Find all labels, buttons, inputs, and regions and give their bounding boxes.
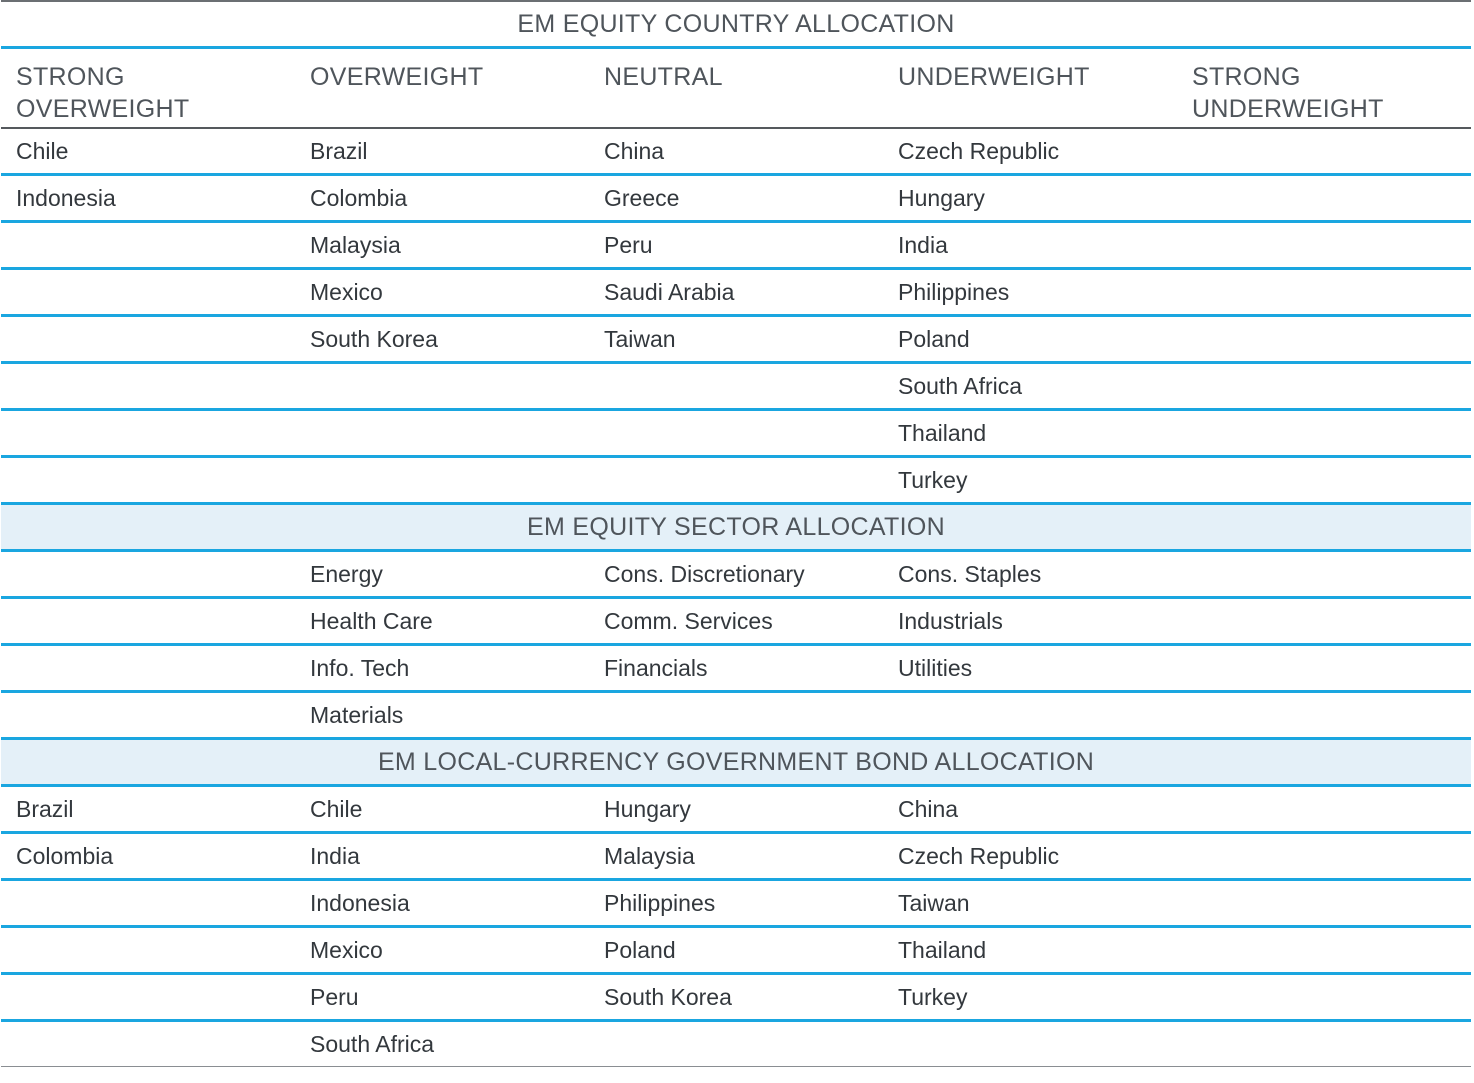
table-cell: Saudi Arabia — [604, 279, 735, 305]
table-cell: South Africa — [898, 373, 1023, 399]
table-row — [1, 834, 1471, 881]
sector-rows — [1, 552, 1471, 740]
table-cell — [1177, 975, 1471, 1019]
table-cell: India — [898, 232, 948, 258]
table-cell: Czech Republic — [898, 843, 1060, 869]
table-cell: Brazil — [16, 796, 74, 822]
column-headers — [1, 49, 1471, 129]
table-cell: China — [898, 796, 959, 822]
table-cell — [1177, 693, 1471, 737]
table-cell — [295, 411, 589, 455]
table-cell — [1, 928, 295, 972]
table-cell: Financials — [604, 655, 708, 681]
header-overweight: OVERWEIGHT — [310, 63, 484, 91]
table-row — [1, 787, 1471, 834]
table-cell — [1, 223, 295, 267]
table-cell: Taiwan — [898, 890, 970, 916]
table-row — [1, 364, 1471, 411]
table-cell — [883, 1022, 1177, 1066]
table-cell — [1, 317, 295, 361]
table-cell: Czech Republic — [898, 138, 1060, 164]
table-row — [1, 599, 1471, 646]
table-cell — [1177, 458, 1471, 502]
table-row — [1, 646, 1471, 693]
section-title-country: EM EQUITY COUNTRY ALLOCATION — [1, 2, 1471, 49]
table-cell — [1, 693, 295, 737]
table-cell: Brazil — [310, 138, 368, 164]
table-cell: Greece — [604, 185, 680, 211]
table-cell — [1177, 552, 1471, 596]
table-cell: Mexico — [310, 279, 383, 305]
table-cell: South Korea — [310, 326, 438, 352]
table-cell — [589, 693, 883, 737]
table-cell: Cons. Discretionary — [604, 561, 805, 587]
table-cell — [295, 458, 589, 502]
table-cell — [1177, 129, 1471, 173]
table-cell: Turkey — [898, 984, 968, 1010]
table-row — [1, 881, 1471, 928]
table-cell — [1177, 834, 1471, 878]
table-row — [1, 411, 1471, 458]
table-cell: Colombia — [310, 185, 408, 211]
table-cell: Malaysia — [604, 843, 695, 869]
table-row — [1, 317, 1471, 364]
table-cell: Thailand — [898, 937, 987, 963]
table-cell — [1, 552, 295, 596]
table-cell: Thailand — [898, 420, 987, 446]
table-cell: Colombia — [16, 843, 114, 869]
table-cell: Philippines — [898, 279, 1010, 305]
header-neutral: NEUTRAL — [604, 63, 723, 91]
table-cell: Energy — [310, 561, 383, 587]
table-cell: Turkey — [898, 467, 968, 493]
table-row — [1, 458, 1471, 505]
table-cell — [589, 364, 883, 408]
header-strong-overweight: STRONG OVERWEIGHT — [16, 63, 190, 123]
table-cell: Chile — [16, 138, 69, 164]
table-cell — [1, 458, 295, 502]
table-cell — [1, 646, 295, 690]
table-cell: Industrials — [898, 608, 1003, 634]
table-cell — [1177, 881, 1471, 925]
table-cell: Cons. Staples — [898, 561, 1042, 587]
table-cell — [1177, 317, 1471, 361]
table-row — [1, 693, 1471, 740]
table-cell: Indonesia — [310, 890, 410, 916]
table-cell: Malaysia — [310, 232, 401, 258]
table-row — [1, 928, 1471, 975]
table-cell: Poland — [898, 326, 970, 352]
table-cell — [1, 881, 295, 925]
table-cell: Taiwan — [604, 326, 676, 352]
table-cell — [1177, 176, 1471, 220]
section-title-bonds: EM LOCAL-CURRENCY GOVERNMENT BOND ALLOCATION — [1, 740, 1471, 787]
table-cell — [1177, 364, 1471, 408]
table-cell — [589, 458, 883, 502]
table-cell — [1177, 270, 1471, 314]
table-cell — [295, 364, 589, 408]
header-underweight: UNDERWEIGHT — [898, 63, 1090, 91]
table-cell — [1, 270, 295, 314]
table-cell — [1177, 599, 1471, 643]
table-cell: Peru — [310, 984, 359, 1010]
table-cell: Indonesia — [16, 185, 116, 211]
table-cell: Hungary — [604, 796, 691, 822]
table-cell: Chile — [310, 796, 363, 822]
table-row — [1, 975, 1471, 1022]
table-cell: India — [310, 843, 360, 869]
table-cell — [1177, 928, 1471, 972]
table-cell — [589, 411, 883, 455]
table-cell: Mexico — [310, 937, 383, 963]
table-cell — [1177, 787, 1471, 831]
table-cell: Comm. Services — [604, 608, 773, 634]
table-row — [1, 129, 1471, 176]
country-rows — [1, 129, 1471, 505]
table-row — [1, 176, 1471, 223]
table-cell — [1, 364, 295, 408]
table-cell — [1, 411, 295, 455]
table-cell — [1177, 1022, 1471, 1066]
table-cell: Health Care — [310, 608, 433, 634]
allocation-table — [1, 0, 1471, 1067]
table-cell: Materials — [310, 702, 404, 728]
table-cell: Hungary — [898, 185, 985, 211]
table-row — [1, 270, 1471, 317]
table-cell: Info. Tech — [310, 655, 410, 681]
section-title-sector: EM EQUITY SECTOR ALLOCATION — [1, 505, 1471, 552]
table-cell — [1177, 646, 1471, 690]
header-strong-underweight: STRONG UNDERWEIGHT — [1192, 63, 1384, 123]
table-cell: South Korea — [604, 984, 732, 1010]
table-row — [1, 1022, 1471, 1067]
table-cell: Philippines — [604, 890, 716, 916]
table-cell: South Africa — [310, 1031, 435, 1057]
table-cell — [1, 599, 295, 643]
bonds-rows — [1, 787, 1471, 1067]
table-row — [1, 552, 1471, 599]
table-cell — [883, 693, 1177, 737]
table-cell — [1, 975, 295, 1019]
table-cell — [1177, 411, 1471, 455]
table-cell: Utilities — [898, 655, 973, 681]
table-cell: Peru — [604, 232, 653, 258]
table-row — [1, 223, 1471, 270]
table-cell: China — [604, 138, 665, 164]
table-cell — [1, 1022, 295, 1066]
table-cell: Poland — [604, 937, 676, 963]
table-cell — [1177, 223, 1471, 267]
table-cell — [589, 1022, 883, 1066]
